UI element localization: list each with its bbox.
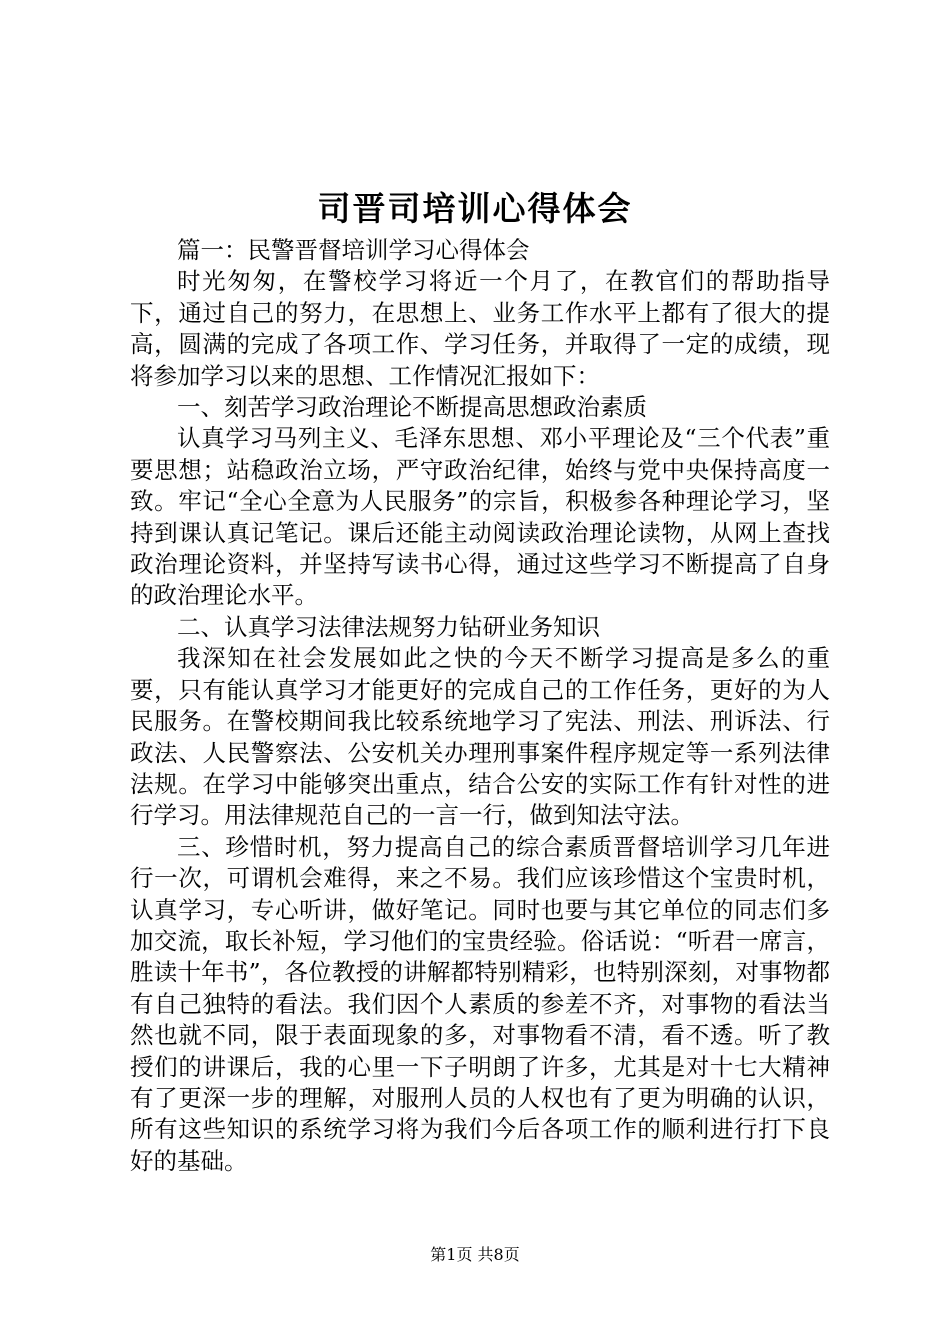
paragraph: 认真学习马列主义、毛泽东思想、邓小平理论及“三个代表”重要思想；站稳政治立场，严守政治纪律，始终与党中央保持高度一致。牢记“全心全意为人民服务”的宗旨，积极参各种理论学习，坚持到课认真记笔记。课后还能主动阅读政治理论读物，从网上查找政治理论资料，并坚持写读书心得，通过这些学习不断提高了自身的政治理论水平。 (130, 424, 830, 610)
document-title: 司晋司培训心得体会 (317, 189, 633, 228)
paragraph: 时光匆匆，在警校学习将近一个月了，在教官们的帮助指导下，通过自己的努力，在思想上、业务工作水平上都有了很大的提高，圆满的完成了各项工作、学习任务，并取得了一定的成绩，现将参加学习以来的思想、工作情况汇报如下： (130, 267, 830, 390)
section-heading: 二、认真学习法律法规努力钻研业务知识 (177, 612, 600, 641)
section-heading: 篇一：民警晋督培训学习心得体会 (177, 236, 530, 264)
paragraph: 三、珍惜时机，努力提高自己的综合素质晋督培训学习几年进行一次，可谓机会难得，来之不易。我们应该珍惜这个宝贵时机，认真学习，专心听讲，做好笔记。同时也要与其它单位的同志们多加交流，取长补短，学习他们的宝贵经验。俗话说：“听君一席言，胜读十年书”，各位教授的讲解都特别精彩，也特别深刻，对事物都有自己独特的看法。我们因个人素质的参差不齐，对事物的看法当然也就不同，限于表面现象的多，对事物看不清，看不透。听了教授们的讲课后，我的心里一下子明朗了许多，尤其是对十七大精神有了更深一步的理解，对服刑人员的人权也有了更为明确的认识，所有这些知识的系统学习将为我们今后各项工作的顺利进行打下良好的基础。 (130, 832, 830, 1175)
section-heading: 一、刻苦学习政治理论不断提高思想政治素质 (177, 393, 647, 422)
page-number-footer: 第1页 共8页 (430, 1245, 520, 1264)
document-body (130, 235, 830, 1177)
paragraph: 我深知在社会发展如此之快的今天不断学习提高是多么的重要，只有能认真学习才能更好的完成自己的工作任务，更好的为人民服务。在警校期间我比较系统地学习了宪法、刑法、刑诉法、行政法、人民警察法、公安机关办理刑事案件程序规定等一系列法律法规。在学习中能够突出重点，结合公安的实际工作有针对性的进行学习。用法律规范自己的一言一行，做到知法守法。 (130, 644, 830, 830)
